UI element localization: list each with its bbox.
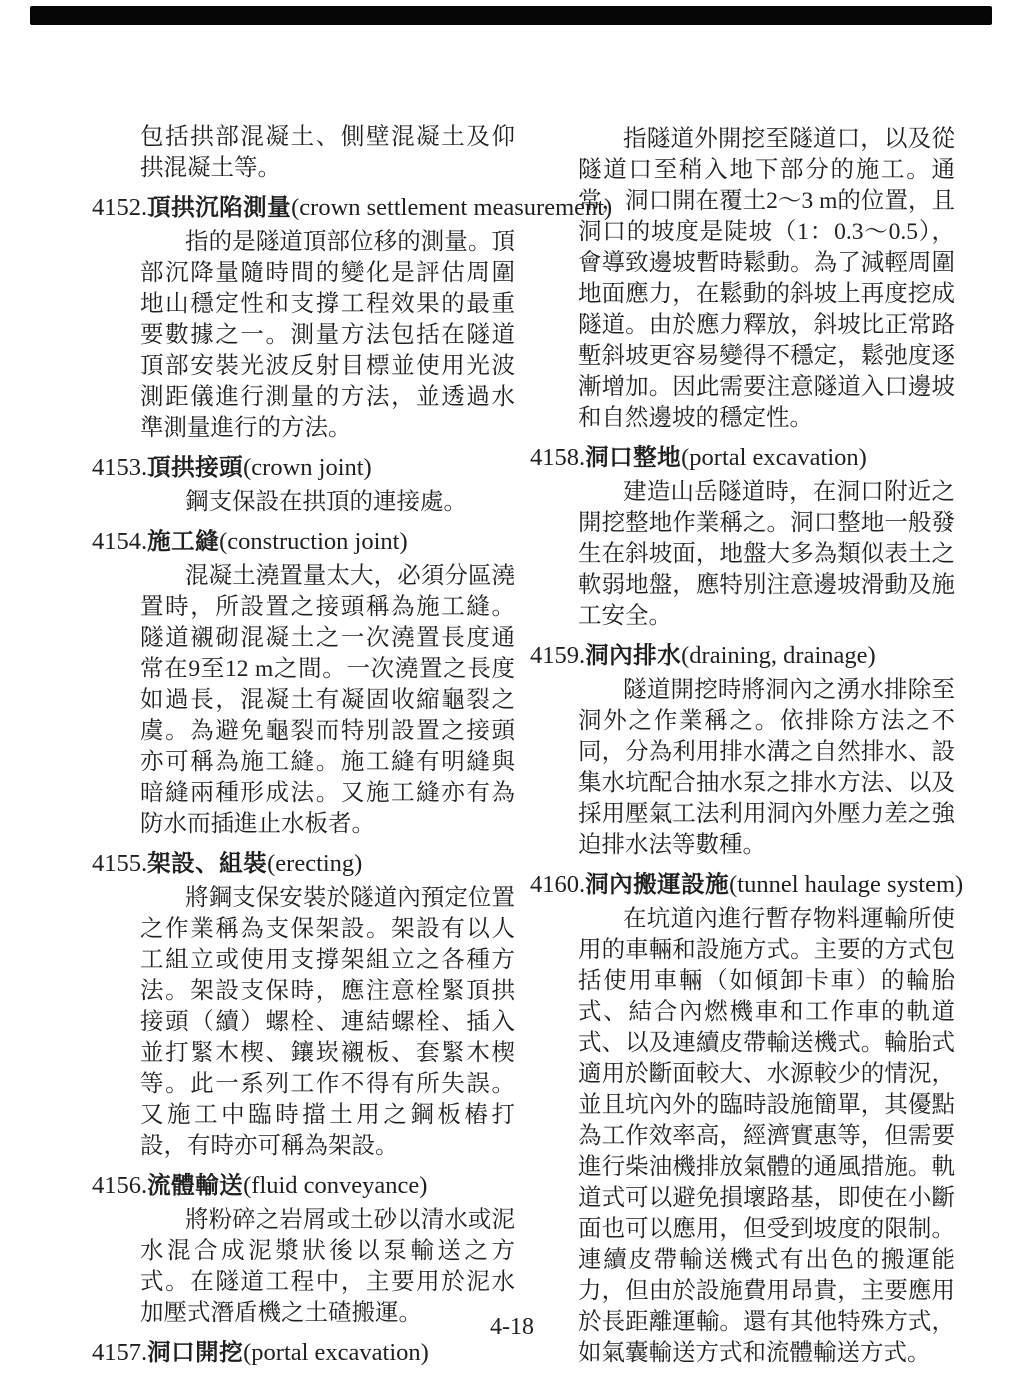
entry-definition-4160: 在坑道內進行暫存物料運輸所使用的車輛和設施方式。主要的方式包括使用車輛（如傾卸卡車）的輪胎式、結合內燃機車和工作車的軌道式、以及連續皮帶輸送機式。輪胎式適用於斷面較大、水源較少的情況，並且坑內外的臨時設施簡單，其優點為工作效率高，經濟實惠等，但需要進行柴油機排放氣體的通風措施。軌道式可以避免損壞路基，即使在小斷面也可以應用，但受到坡度的限制。連續皮帶輸送機式有出色的搬運能力，但由於設施費用昂貴，主要應用於長距離運輸。還有其他特殊方式，如氣囊輸送方式和流體輸送方式。 <box>578 906 955 1366</box>
entry-english-label: (construction joint) <box>219 528 408 555</box>
entry-definition-4159: 隧道開挖時將洞內之湧水排除至洞外之作業稱之。依排除方法之不同，分為利用排水溝之自然排水、設集水坑配合抽水泵之排水方法、以及採用壓氣工法利用洞內外壓力差之強迫排水法等數種。 <box>578 677 955 858</box>
entry-heading-4153 <box>92 452 515 483</box>
entry-term: 施工縫 <box>147 528 220 554</box>
entry-number: 4155. <box>92 850 148 877</box>
entry-number: 4153. <box>92 454 148 481</box>
entry-heading-4156 <box>92 1170 515 1201</box>
entry-term: 頂拱接頭 <box>147 454 244 480</box>
entry-term: 流體輸送 <box>147 1172 244 1198</box>
entry-number: 4152. <box>92 194 148 221</box>
entry-definition-4154: 混凝土澆置量太大，必須分區澆置時，所設置之接頭稱為施工縫。隧道襯砌混凝土之一次澆置長度通常在9至12 m之間。一次澆置之長度如過長，混凝土有凝固收縮龜裂之虞。為避免龜裂而特別設置之接頭亦可稱為施工縫。施工縫有明縫與暗縫兩種形成法。又施工縫亦有為防水而插進止水板者。 <box>140 563 515 837</box>
entry-heading-4154 <box>92 526 515 557</box>
entry-definition-4158: 建造山岳隧道時，在洞口附近之開挖整地作業稱之。洞口整地一般發生在斜坡面，地盤大多為類似表土之軟弱地盤，應特別注意邊坡滑動及施工安全。 <box>578 479 955 629</box>
entry-heading-4155 <box>92 848 515 879</box>
entry-definition-4156: 將粉碎之岩屑或土砂以清水或泥水混合成泥漿狀後以泵輸送之方式。在隧道工程中，主要用於泥水加壓式潛盾機之土碴搬運。 <box>140 1207 515 1326</box>
entry-term: 洞口開挖 <box>147 1339 244 1365</box>
entry-term: 洞內搬運設施 <box>585 871 730 897</box>
right-column <box>530 124 964 1369</box>
entry-english-label: (crown joint) <box>243 454 372 481</box>
entry-term: 洞內排水 <box>585 642 682 668</box>
entry-english-label: (portal excavation) <box>243 1339 429 1366</box>
entry-number: 4154. <box>92 528 148 555</box>
entry-term: 架設、組裝 <box>147 850 268 876</box>
entry-heading-4158 <box>530 442 955 473</box>
entry-term: 洞口整地 <box>585 444 682 470</box>
page-number: 4-18 <box>490 1314 534 1340</box>
entry-heading-4160 <box>530 869 964 900</box>
entry-english-label: (tunnel haulage system) <box>729 871 964 898</box>
entry-definition-4155: 將鋼支保安裝於隧道內預定位置之作業稱為支保架設。架設有以人工組立或使用支撐架組立之各種方法。架設支保時，應注意栓緊頂拱接頭（續）螺栓、連結螺栓、插入並打緊木楔、鑲崁襯板、套緊木楔等。此一系列工作不得有所失誤。又施工中臨時擋土用之鋼板樁打設，有時亦可稱為架設。 <box>140 885 515 1159</box>
scan-artifact-bar <box>30 6 992 25</box>
entry-number: 4159. <box>530 642 586 669</box>
entry-english-label: (fluid conveyance) <box>243 1172 428 1199</box>
entry-definition-4153: 鋼支保設在拱頂的連接處。 <box>185 489 467 515</box>
entry-number: 4156. <box>92 1172 148 1199</box>
entry-english-label: (draining, drainage) <box>681 642 876 669</box>
entry-english-label: (crown settlement measurement) <box>291 194 613 221</box>
definition-continuation: 包括拱部混凝土、側壁混凝土及仰拱混凝土等。 <box>140 124 515 181</box>
entry-english-label: (portal excavation) <box>681 444 867 471</box>
entry-number: 4157. <box>92 1339 148 1366</box>
entry-heading-4152 <box>92 192 613 223</box>
entry-definition-4152: 指的是隧道頂部位移的測量。頂部沉降量隨時間的變化是評估周圍地山穩定性和支撐工程效果的最重要數據之一。測量方法包括在隧道頂部安裝光波反射目標並使用光波測距儀進行測量的方法，並透過水準測量進行的方法。 <box>140 229 515 441</box>
entry-english-label: (erecting) <box>267 850 363 877</box>
entry-heading-4159 <box>530 640 955 671</box>
entry-term: 頂拱沉陷測量 <box>147 194 292 220</box>
entry-number: 4160. <box>530 871 586 898</box>
entry-number: 4158. <box>530 444 586 471</box>
entry-definition-4157: 指隧道外開挖至隧道口，以及從隧道口至稍入地下部分的施工。通常，洞口開在覆土2～3 m的位置，且洞口的坡度是陡坡（1：0.3～0.5），會導致邊坡暫時鬆動。為了減輕周圍地面應力，在鬆動的斜坡上再度挖成隧道。由於應力釋放，斜坡比正常路塹斜坡更容易變得不穩定，鬆弛度逐漸增加。因此需要注意隧道入口邊坡和自然邊坡的穩定性。 <box>578 126 955 431</box>
